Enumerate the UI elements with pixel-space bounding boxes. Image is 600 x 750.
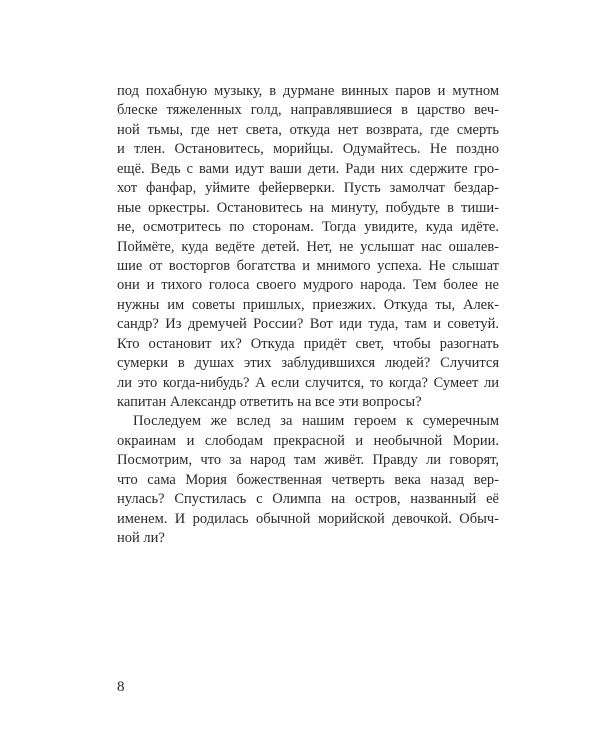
text-line: сандр? Из дремучей России? Вот иди туда, там и советуй. xyxy=(117,316,499,333)
text-line: шие от восторгов богатства и мнимого успеха. Не слышат xyxy=(117,257,499,274)
text-line: ной тьмы, где нет света, откуда нет возврата, где смерть xyxy=(117,121,499,138)
text-line: окраинам и слободам прекрасной и необычной Мории. xyxy=(117,432,499,449)
paragraph-2 xyxy=(117,412,499,548)
text-line: ли это когда-нибудь? А если случится, то когда? Сумеет ли xyxy=(117,374,499,391)
text-line: Поймёте, куда ведёте детей. Нет, не услышат нас ошалев- xyxy=(117,238,499,255)
text-line: блеске тяжеленных голд, направлявшиеся в царство веч- xyxy=(117,102,499,119)
paragraph-1 xyxy=(117,82,499,412)
page-number: 8 xyxy=(117,679,125,695)
text-line: ные оркестры. Остановитесь на минуту, побудьте в тиши- xyxy=(117,199,499,216)
text-line: и тлен. Остановитесь, морийцы. Одумайтесь. Не поздно xyxy=(117,141,499,158)
text-line: под похабную музыку, в дурмане винных паров и мутном xyxy=(117,83,499,99)
body-text xyxy=(117,82,499,549)
text-line: что сама Мория божественная четверть века назад вер- xyxy=(117,471,499,488)
text-line: нулась? Спустилась с Олимпа на остров, названный её xyxy=(117,491,499,508)
text-line: не, осмотритесь по сторонам. Тогда увидите, куда идёте. xyxy=(117,219,499,236)
text-line: нужны им советы пришлых, приезжих. Откуда ты, Алек- xyxy=(117,296,499,313)
text-line: ещё. Ведь с вами идут ваши дети. Ради них сдержите гро- xyxy=(117,160,499,177)
text-line: капитан Александр ответить на все эти вопросы? xyxy=(117,394,422,410)
text-line: Последуем же вслед за нашим героем к сумеречным xyxy=(133,413,499,430)
text-line: Посмотрим, что за народ там живёт. Правду ли говорят, xyxy=(117,452,499,469)
text-line: ной ли? xyxy=(117,530,165,547)
text-line: хот фанфар, уймите фейерверки. Пусть замолчат бездар- xyxy=(117,180,499,197)
text-line: Кто остановит их? Откуда придёт свет, чтобы разогнать xyxy=(117,335,499,352)
text-line: именем. И родилась обычной морийской девочкой. Обыч- xyxy=(117,510,499,527)
text-line: они и тихого голоса своего мудрого народа. Тем более не xyxy=(117,277,499,294)
text-line: сумерки в душах этих заблудившихся людей? Случится xyxy=(117,355,499,372)
